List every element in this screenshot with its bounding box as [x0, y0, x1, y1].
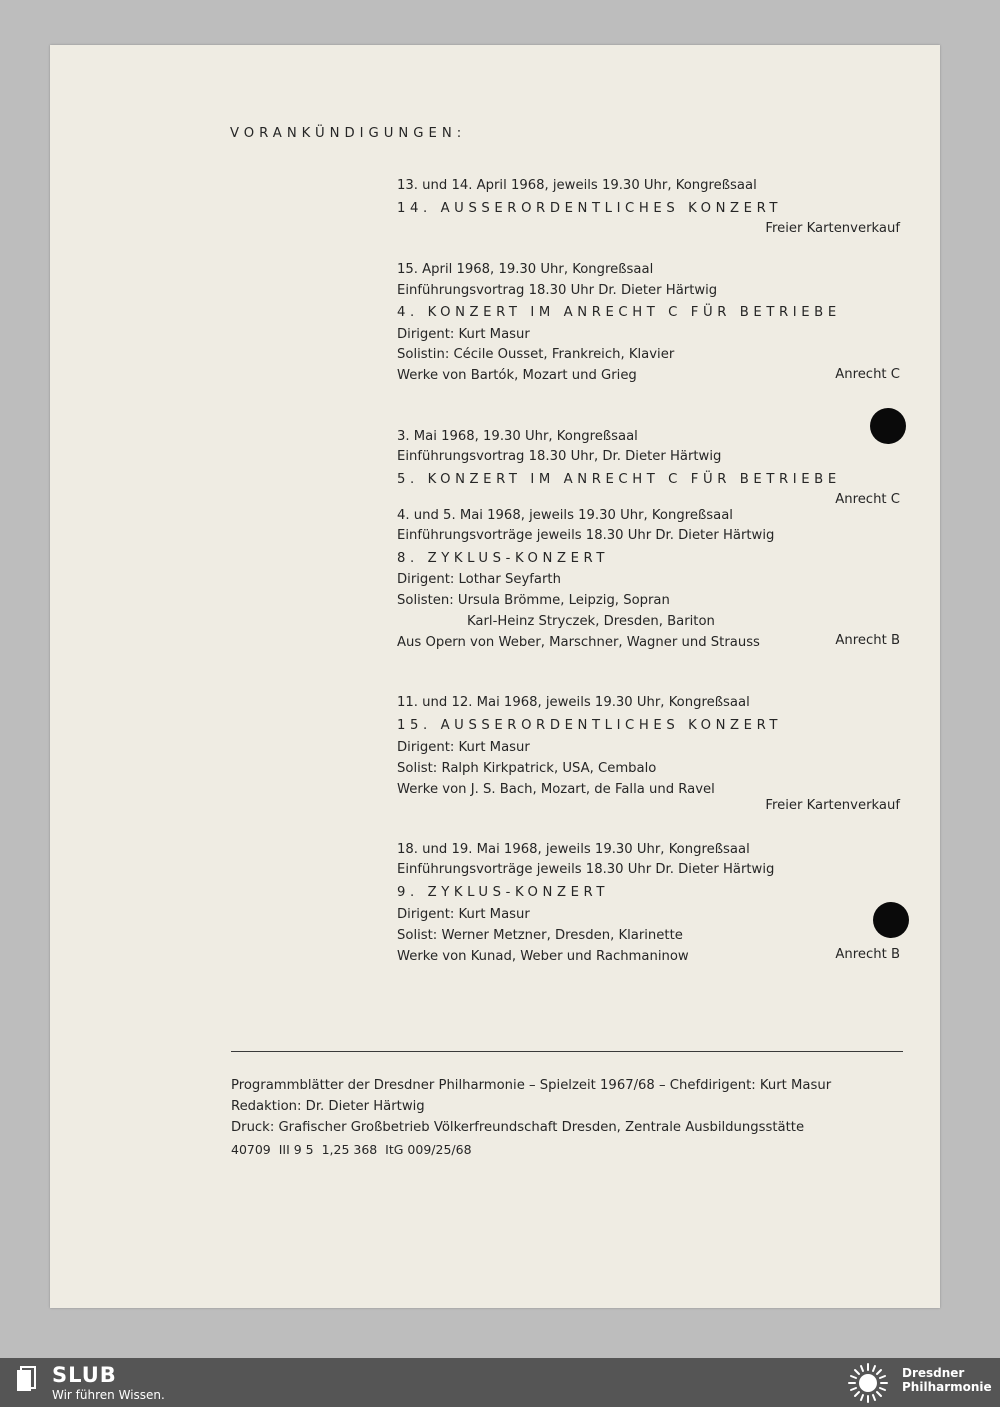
event-3-date: 3. Mai 1968, 19.30 Uhr, Kongreßsaal [397, 429, 638, 444]
event-6-subscription: Anrecht B [835, 947, 900, 962]
event-3-title: 5. KONZERT IM ANRECHT C FÜR BETRIEBE [397, 472, 841, 487]
event-2-soloist: Solistin: Cécile Ousset, Frankreich, Klavier [397, 347, 675, 362]
philharmonie-name [902, 1366, 992, 1394]
event-4-soloist-1: Solisten: Ursula Brömme, Leipzig, Sopran [397, 593, 670, 608]
colophon-series: Programmblätter der Dresdner Philharmonie – Spielzeit 1967/68 – Chefdirigent: Kurt Masur [231, 1078, 832, 1093]
colophon-editor: Redaktion: Dr. Dieter Härtwig [231, 1099, 425, 1114]
event-5-date: 11. und 12. Mai 1968, jeweils 19.30 Uhr, Kongreßsaal [397, 695, 750, 710]
event-2-date: 15. April 1968, 19.30 Uhr, Kongreßsaal [397, 262, 654, 277]
event-6-works: Werke von Kunad, Weber und Rachmaninow [397, 949, 689, 964]
page-heading: VORANKÜNDIGUNGEN: [230, 126, 467, 141]
slub-logo-icon [16, 1366, 36, 1392]
event-2-conductor: Dirigent: Kurt Masur [397, 327, 530, 342]
footer-bar [0, 1358, 1000, 1407]
event-2-lecture: Einführungsvortrag 18.30 Uhr Dr. Dieter Härtwig [397, 283, 718, 298]
event-4-conductor: Dirigent: Lothar Seyfarth [397, 572, 561, 587]
event-2-title: 4. KONZERT IM ANRECHT C FÜR BETRIEBE [397, 305, 841, 320]
punch-hole-lower [873, 902, 909, 938]
event-4-lecture: Einführungsvorträge jeweils 18.30 Uhr Dr. Dieter Härtwig [397, 528, 775, 543]
event-1-date: 13. und 14. April 1968, jeweils 19.30 Uhr, Kongreßsaal [397, 178, 757, 193]
philharmonie-name-line-1: Dresdner [902, 1366, 965, 1380]
event-3-subscription: Anrecht C [835, 492, 900, 507]
event-5-conductor: Dirigent: Kurt Masur [397, 740, 530, 755]
event-5-ticket-note: Freier Kartenverkauf [765, 798, 900, 813]
slub-tagline: Wir führen Wissen. [52, 1388, 165, 1402]
event-6-conductor: Dirigent: Kurt Masur [397, 907, 530, 922]
event-4-subscription: Anrecht B [835, 633, 900, 648]
punch-hole-upper [870, 408, 906, 444]
event-6-title: 9. ZYKLUS-KONZERT [397, 885, 609, 900]
event-6-date: 18. und 19. Mai 1968, jeweils 19.30 Uhr, Kongreßsaal [397, 842, 750, 857]
colophon-printer: Druck: Grafischer Großbetrieb Völkerfreundschaft Dresden, Zentrale Ausbildungsstätte [231, 1120, 805, 1135]
event-6-soloist: Solist: Werner Metzner, Dresden, Klarinette [397, 928, 683, 943]
divider-line [231, 1051, 903, 1052]
colophon-print-code: 40709 III 9 5 1,25 368 ItG 009/25/68 [231, 1142, 472, 1157]
event-6-lecture: Einführungsvorträge jeweils 18.30 Uhr Dr. Dieter Härtwig [397, 862, 775, 877]
event-4-title: 8. ZYKLUS-KONZERT [397, 551, 609, 566]
philharmonie-name-line-2: Philharmonie [902, 1380, 992, 1394]
event-5-soloist: Solist: Ralph Kirkpatrick, USA, Cembalo [397, 761, 657, 776]
event-3-lecture: Einführungsvortrag 18.30 Uhr, Dr. Dieter Härtwig [397, 449, 722, 464]
event-2-works: Werke von Bartók, Mozart und Grieg [397, 368, 637, 383]
event-4-soloist-2: Karl-Heinz Stryczek, Dresden, Bariton [467, 614, 715, 629]
event-1-ticket-note: Freier Kartenverkauf [765, 221, 900, 236]
event-1-title: 14. AUSSERORDENTLICHES KONZERT [397, 201, 783, 216]
event-4-date: 4. und 5. Mai 1968, jeweils 19.30 Uhr, Kongreßsaal [397, 508, 733, 523]
slub-name: SLUB [52, 1363, 117, 1387]
program-page [50, 45, 940, 1308]
event-5-works: Werke von J. S. Bach, Mozart, de Falla und Ravel [397, 782, 715, 797]
event-5-title: 15. AUSSERORDENTLICHES KONZERT [397, 718, 783, 733]
event-4-works: Aus Opern von Weber, Marschner, Wagner und Strauss [397, 635, 760, 650]
philharmonie-logo-icon [842, 1362, 894, 1404]
event-2-subscription: Anrecht C [835, 367, 900, 382]
